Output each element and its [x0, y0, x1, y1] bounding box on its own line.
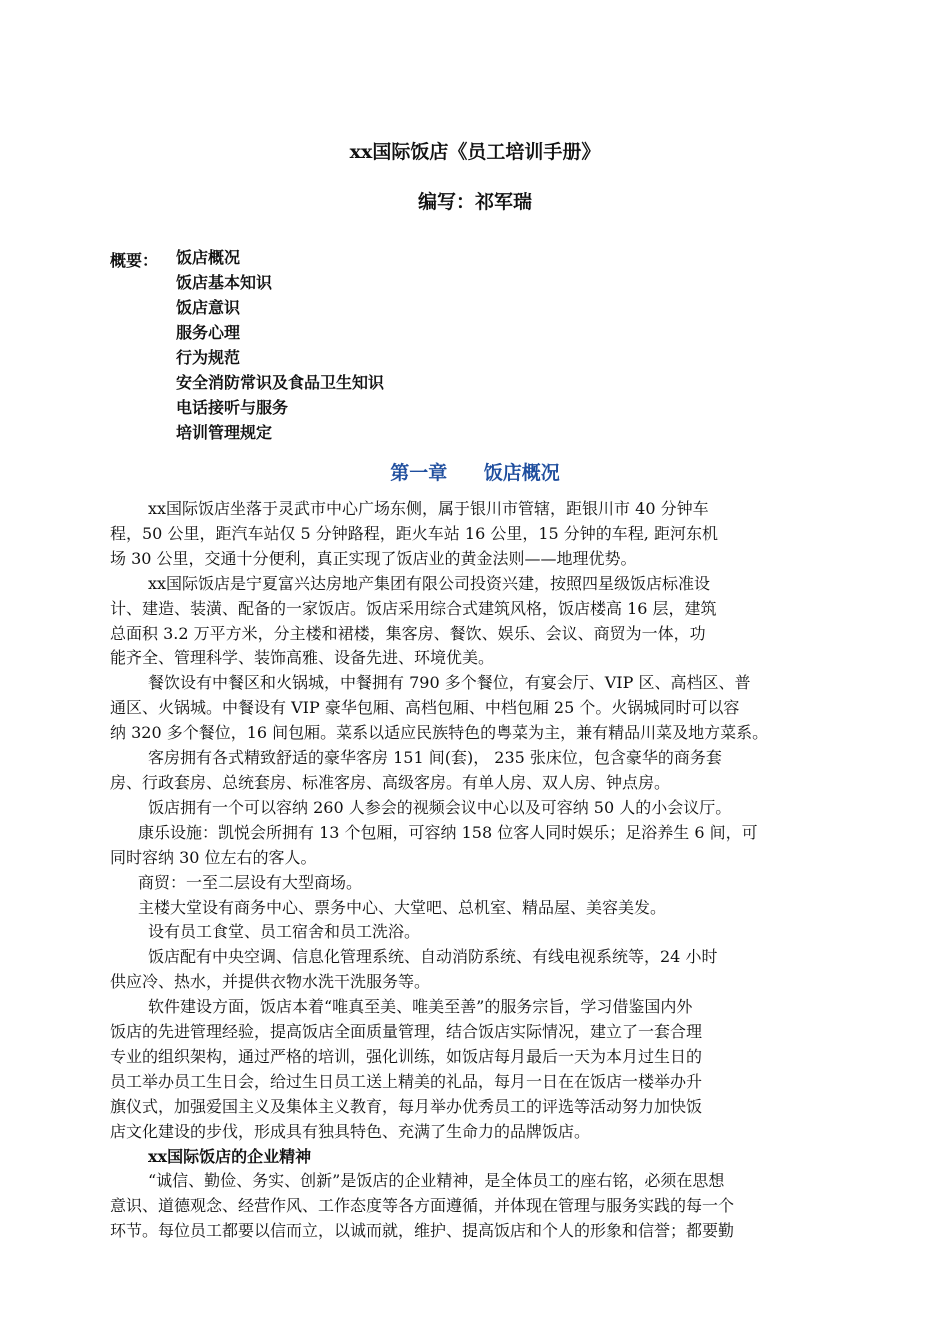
text-line: 康乐设施：凯悦会所拥有 13 个包厢，可容纳 158 位客人同时娱乐；足浴养生 6 间，可 — [138, 822, 758, 842]
text-line: xx国际饭店是宁夏富兴达房地产集团有限公司投资兴建，按照四星级饭店标准设 — [148, 573, 711, 593]
text-line: 店文化建设的步伐，形成具有独具特色、充满了生命力的品牌饭店。 — [110, 1121, 591, 1141]
chapter-heading: 第一章 饭店概况 — [390, 462, 560, 484]
text-line: 旗仪式，加强爱国主义及集体主义教育，每月举办优秀员工的评选等活动努力加快饭 — [110, 1096, 703, 1116]
text-line: 房、行政套房、总统套房、标准客房、高级客房。有单人房、双人房、钟点房。 — [110, 772, 671, 792]
text-line: 商贸：一至二层设有大型商场。 — [138, 872, 363, 892]
document-author: 编写：祁军瑞 — [417, 191, 532, 213]
document-title: xx国际饭店《员工培训手册》 — [349, 141, 601, 163]
text-line: 同时容纳 30 位左右的客人。 — [110, 847, 317, 867]
outline-item: 安全消防常识及食品卫生知识 — [176, 373, 385, 392]
text-line: 计、建造、装潢、配备的一家饭店。饭店采用综合式建筑风格，饭店楼高 16 层，建筑 — [110, 598, 717, 618]
text-line: 通区、火锅城。中餐设有 VIP 豪华包厢、高档包厢、中档包厢 25 个。火锅城同时可以容 — [110, 698, 740, 718]
text-line: 饭店拥有一个可以容纳 260 人参会的视频会议中心以及可容纳 50 人的小会议厅。 — [148, 797, 732, 817]
section-heading: xx国际饭店的企业精神 — [148, 1146, 312, 1166]
text-line: 客房拥有各式精致舒适的豪华客房 151 间(套)， 235 张床位，包含豪华的商务套 — [148, 748, 722, 768]
text-line: “诚信、勤俭、务实、创新”是饭店的企业精神，是全体员工的座右铭，必须在思想 — [148, 1171, 725, 1191]
text-line: 专业的组织架构，通过严格的培训，强化训练，如饭店每月最后一天为本月过生日的 — [110, 1046, 703, 1066]
text-line: xx国际饭店坐落于灵武市中心广场东侧，属于银川市管辖，距银川市 40 分钟车 — [148, 499, 709, 518]
text-line: 供应冷、热水，并提供衣物水洗干洗服务等。 — [110, 972, 431, 992]
text-line: 餐饮设有中餐区和火锅城，中餐拥有 790 多个餐位，有宴会厅、VIP 区、高档区、普 — [148, 673, 751, 693]
text-line: 场 30 公里，交通十分便利，真正实现了饭店业的黄金法则——地理优势。 — [110, 548, 637, 568]
text-line: 饭店的先进管理经验，提高饭店全面质量管理，结合饭店实际情况，建立了一套合理 — [110, 1022, 703, 1042]
outline-item: 行为规范 — [176, 348, 241, 367]
text-line: 设有员工食堂、员工宿舍和员工洗浴。 — [148, 922, 421, 942]
text-line: 环节。每位员工都要以信而立，以诚而就，维护、提高饭店和个人的形象和信誉；都要勤 — [110, 1221, 735, 1241]
text-line: 意识、道德观念、经营作风、工作态度等各方面遵循，并体现在管理与服务实践的每一个 — [110, 1196, 735, 1216]
outline-item: 饭店意识 — [176, 298, 241, 317]
text-line: 软件建设方面，饭店本着“唯真至美、唯美至善”的服务宗旨，学习借鉴国内外 — [148, 997, 693, 1017]
text-line: 纳 320 多个餐位，16 间包厢。菜系以适应民族特色的粤菜为主，兼有精品川菜及地方菜系。 — [110, 723, 769, 743]
text-line: 主楼大堂设有商务中心、票务中心、大堂吧、总机室、精品屋、美容美发。 — [138, 897, 667, 917]
outline-item: 电话接听与服务 — [176, 398, 289, 417]
outline-item: 饭店概况 — [176, 248, 241, 267]
text-line: 饭店配有中央空调、信息化管理系统、自动消防系统、有线电视系统等，24 小时 — [148, 947, 718, 967]
text-line: 员工举办员工生日会，给过生日员工送上精美的礼品，每月一日在在饭店一楼举办升 — [110, 1071, 703, 1091]
outline-label: 概要： — [110, 251, 159, 270]
body-text — [110, 497, 870, 1244]
text-line: 总面积 3.2 万平方米，分主楼和裙楼，集客房、餐饮、娱乐、会议、商贸为一体，功 — [110, 623, 706, 643]
outline-item: 服务心理 — [176, 323, 241, 342]
outline-item: 培训管理规定 — [176, 423, 273, 442]
text-line: 能齐全、管理科学、装饰高雅、设备先进、环境优美。 — [110, 648, 495, 668]
outline-item: 饭店基本知识 — [176, 273, 273, 292]
outline-list — [176, 248, 384, 448]
text-line: 程，50 公里，距汽车站仅 5 分钟路程，距火车站 16 公里，15 分钟的车程, 距河东机 — [110, 523, 718, 543]
